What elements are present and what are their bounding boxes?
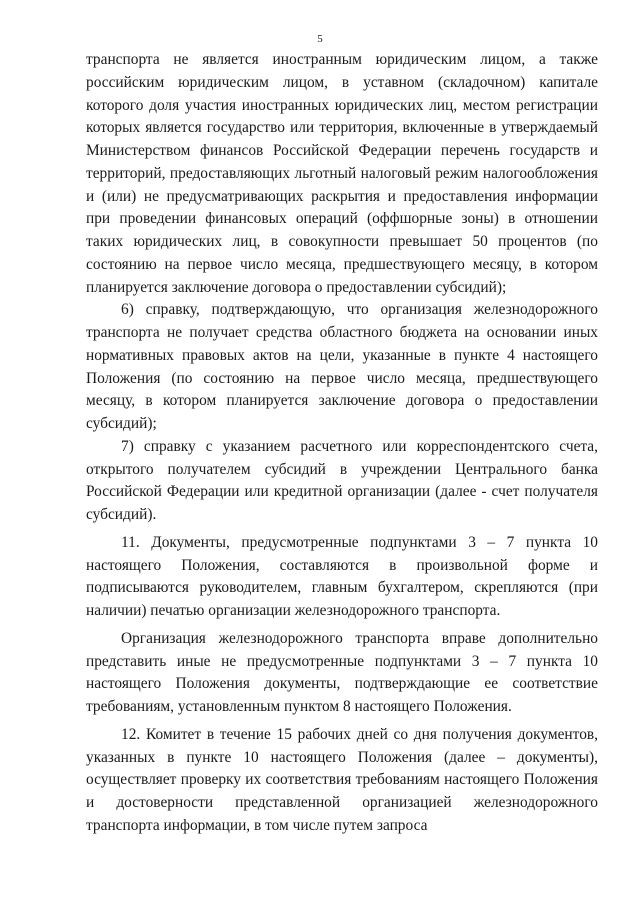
paragraph-additional-documents: Организация железнодорожного транспорта вправе дополнительно представить иные не предусмотренные подпунктами 3 – 7 пункта 10 настоящего Положения документы, подтверждающие ее соответствие требованиям, установленным пунктом 8 настоящего Положения.: [86, 629, 598, 715]
document-body: [86, 49, 598, 838]
paragraph-clause-11: 11. Документы, предусмотренные подпунктами 3 – 7 пункта 10 настоящего Положения, составляются в произвольной форме и подписываются руководителем, главным бухгалтером, скрепляются (при наличии) печатью организации железнодорожного транспорта.: [86, 533, 598, 619]
page-number: 5: [317, 33, 323, 45]
paragraph-continuation: транспорта не является иностранным юридическим лицом, а также российским юридическим лицом, в уставном (складочном) капитале которого доля участия иностранных юридических лиц, местом регистрации которых является государство или территория, включенные в утверждаемый Министерством финансов Российской Федерации перечень государств и территорий, предоставляющих льготный налоговый режим налогообложения и (или) не предусматривающих раскрытия и предоставления информации при проведении финансовых операций (оффшорные зоны) в отношении таких юридических лиц, в совокупности превышает 50 процентов (по состоянию на первое число месяца, предшествующего месяцу, в котором планируется заключение договора о предоставлении субсидий);: [86, 51, 598, 296]
paragraph-item-7: 7) справку с указанием расчетного или корреспондентского счета, открытого получателем субсидий в учреждении Центрального банка Российской Федерации или кредитной организации (далее - счет получателя субсидий).: [86, 437, 598, 523]
paragraph-clause-12: 12. Комитет в течение 15 рабочих дней со дня получения документов, указанных в пункте 10 настоящего Положения (далее – документы), осуществляет проверку их соответствия требованиям настоящего Положения и достоверности представленной организацией железнодорожного транспорта информации, в том числе путем запроса: [86, 725, 598, 834]
paragraph-item-6: 6) справку, подтверждающую, что организация железнодорожного транспорта не получает средства областного бюджета на основании иных нормативных правовых актов на цели, указанные в пункте 4 настоящего Положения (по состоянию на первое число месяца, предшествующего месяцу, в котором планируется заключение договора о предоставлении субсидий);: [86, 301, 598, 432]
